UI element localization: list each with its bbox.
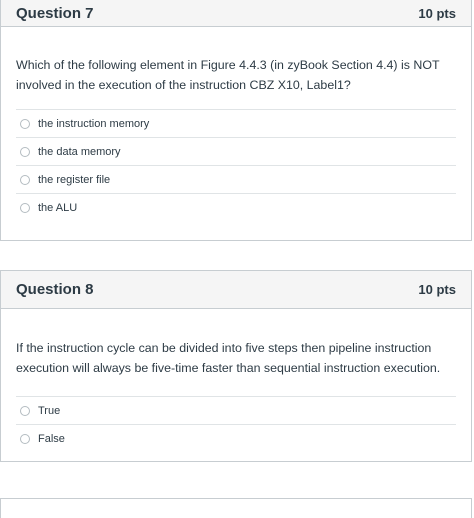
question-8-answers	[16, 396, 456, 452]
radio-button-icon[interactable]	[20, 203, 30, 213]
radio-button-icon[interactable]	[20, 406, 30, 416]
question-8-header	[1, 271, 471, 309]
question-7-header	[1, 0, 471, 27]
question-7-title: Question 7	[16, 4, 94, 22]
answer-label: the register file	[38, 173, 111, 186]
question-7-card	[0, 0, 472, 241]
answer-option[interactable]	[16, 137, 456, 165]
question-8-points: 10 pts	[418, 282, 456, 297]
answer-label: the instruction memory	[38, 117, 150, 130]
answer-option[interactable]	[16, 109, 456, 137]
question-7-points: 10 pts	[418, 5, 456, 21]
answer-label: False	[38, 432, 65, 445]
question-7-text: Which of the following element in Figure 4.4.3 (in zyBook Section 4.4) is NOT involved in the execution of the instruction CBZ X10, Label1?	[16, 58, 440, 92]
radio-button-icon[interactable]	[20, 119, 30, 129]
answer-label: the ALU	[38, 201, 78, 214]
radio-button-icon[interactable]	[20, 434, 30, 444]
answer-option[interactable]	[16, 165, 456, 193]
answer-label: True	[38, 404, 61, 417]
answer-option[interactable]	[16, 424, 456, 452]
answer-label: the data memory	[38, 145, 121, 158]
answer-option[interactable]	[16, 396, 456, 424]
answer-option[interactable]	[16, 193, 456, 221]
question-8-title: Question 8	[16, 281, 94, 298]
question-8-text: If the instruction cycle can be divided into five steps then pipeline instruction execution will always be five-time faster than sequential instruction execution.	[16, 341, 441, 375]
radio-button-icon[interactable]	[20, 147, 30, 157]
next-question-card	[0, 498, 472, 518]
radio-button-icon[interactable]	[20, 175, 30, 185]
question-7-answers	[16, 109, 456, 221]
question-8-card	[0, 270, 472, 462]
